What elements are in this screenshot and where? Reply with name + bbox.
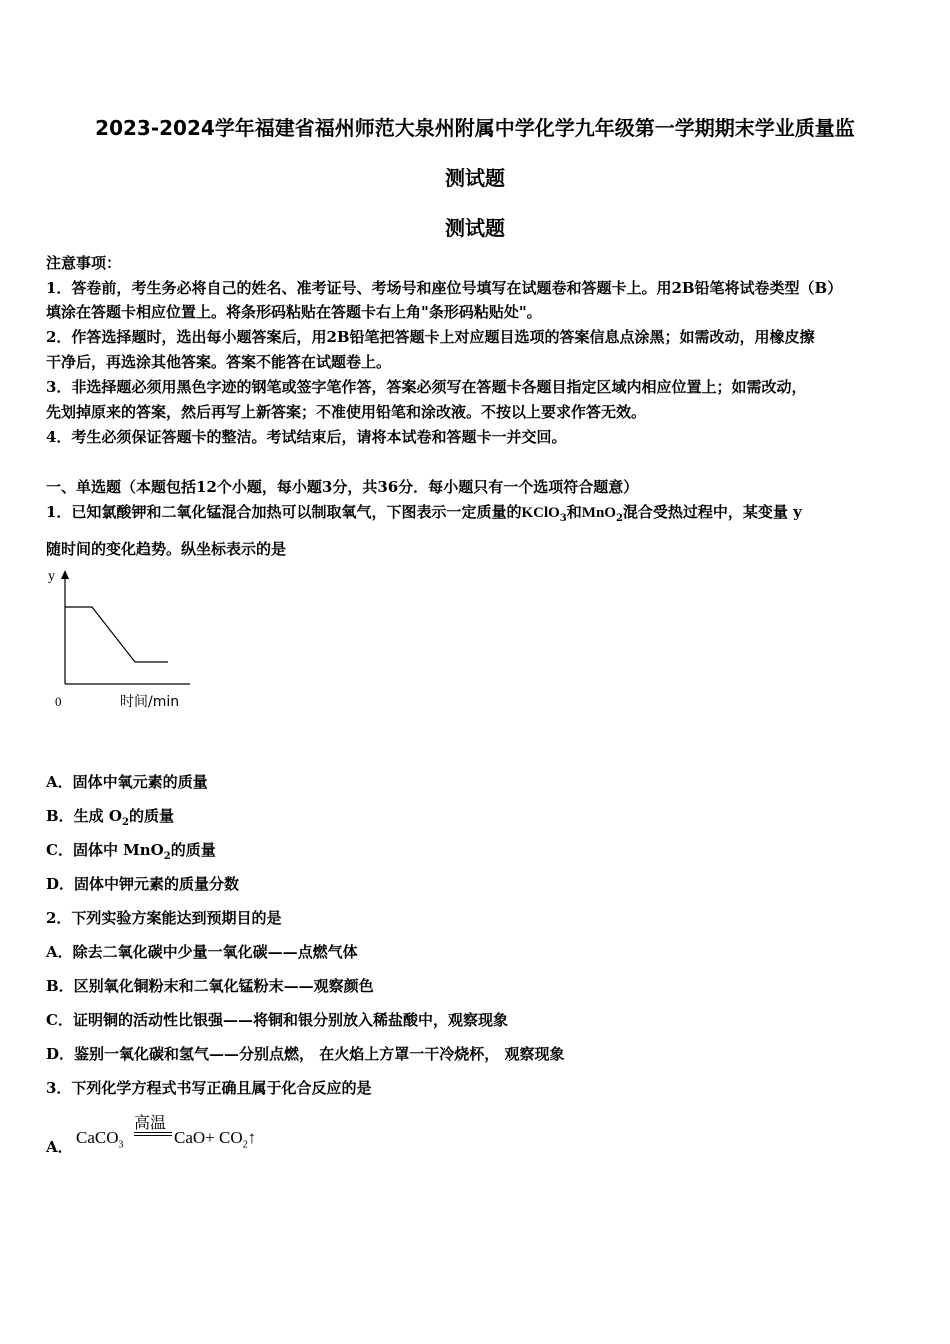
- reaction-condition: 高温: [134, 1115, 167, 1132]
- q2-option-c[interactable]: C．证明铜的活动性比银强——将铜和银分别放入稀盐酸中，观察现象: [46, 1011, 508, 1029]
- note-2a: 2．作答选择题时，选出每小题答案后，用2B铅笔把答题卡上对应题目选项的答案信息点涂黑；如需改动，用橡皮擦: [46, 328, 815, 346]
- note-4: 4．考生必须保证答题卡的整洁。考试结束后，请将本试卷和答题卡一并交回。: [46, 428, 567, 446]
- note-1b: 填涂在答题卡相应位置上。将条形码粘贴在答题卡右上角"条形码粘贴处"。: [46, 303, 542, 321]
- origin-label: 0: [55, 694, 62, 709]
- q1-option-c[interactable]: C．固体中 MnO$_2$的质量: [46, 841, 216, 862]
- notes-heading: 注意事项：: [46, 254, 122, 272]
- q2-option-b[interactable]: B．区别氧化铜粉末和二氧化锰粉末——观察颜色: [46, 977, 374, 995]
- q1-graph: [40, 562, 200, 717]
- q1-stem-line-1: 1．已知氯酸钾和二氧化锰混合加热可以制取氧气，下图表示一定质量的KClO$_3$和MnO$_2$混合受热过程中，某变量 y: [46, 503, 802, 524]
- section-heading: 一、单选题（本题包括12个小题，每小题3分，共36分．每小题只有一个选项符合题意）: [46, 478, 639, 496]
- note-3a: 3．非选择题必须用黑色字迹的钢笔或签字笔作答，答案必须写在答题卡各题目指定区域内相应位置上；如需改动，: [46, 378, 807, 396]
- doc-title-line-2: 测试题: [445, 166, 505, 190]
- q3-option-a-label[interactable]: A．: [46, 1138, 73, 1156]
- note-1a: 1．答卷前，考生务必将自己的姓名、准考证号、考场号和座位号填写在试题卷和答题卡上。用2B铅笔将试卷类型（B）: [46, 279, 843, 297]
- y-axis-arrow: [61, 570, 69, 579]
- doc-subtitle: 测试题: [445, 216, 505, 240]
- q1-option-d[interactable]: D．固体中钾元素的质量分数: [46, 875, 240, 893]
- q3-stem: 3．下列化学方程式书写正确且属于化合反应的是: [46, 1079, 372, 1097]
- note-3b: 先划掉原来的答案，然后再写上新答案；不准使用铅笔和涂改液。不按以上要求作答无效。: [46, 403, 647, 421]
- q1-option-a[interactable]: A．固体中氧元素的质量: [46, 773, 208, 791]
- q1-stem-line-2: 随时间的变化趋势。纵坐标表示的是: [46, 540, 287, 558]
- trend-curve: [65, 607, 168, 662]
- x-axis-label: 时间/min: [120, 694, 180, 710]
- gas-arrow: ↑: [247, 1128, 257, 1147]
- q2-stem: 2．下列实验方案能达到预期目的是: [46, 909, 282, 927]
- note-2b: 干净后，再选涂其他答案。答案不能答在试题卷上。: [46, 353, 392, 371]
- q1-option-b[interactable]: B．生成 $O_2$的质量: [46, 807, 174, 828]
- equals-sign: [134, 1132, 172, 1136]
- y-axis-label: y: [48, 569, 55, 584]
- doc-title-line-1: 2023-2024学年福建省福州师范大泉州附属中学化学九年级第一学期期末学业质量监: [95, 116, 855, 140]
- q2-option-d[interactable]: D．鉴别一氧化碳和氢气——分别点燃， 在火焰上方罩一干冷烧杯， 观察现象: [46, 1045, 565, 1063]
- q2-option-a[interactable]: A．除去二氧化碳中少量一氧化碳——点燃气体: [46, 943, 358, 961]
